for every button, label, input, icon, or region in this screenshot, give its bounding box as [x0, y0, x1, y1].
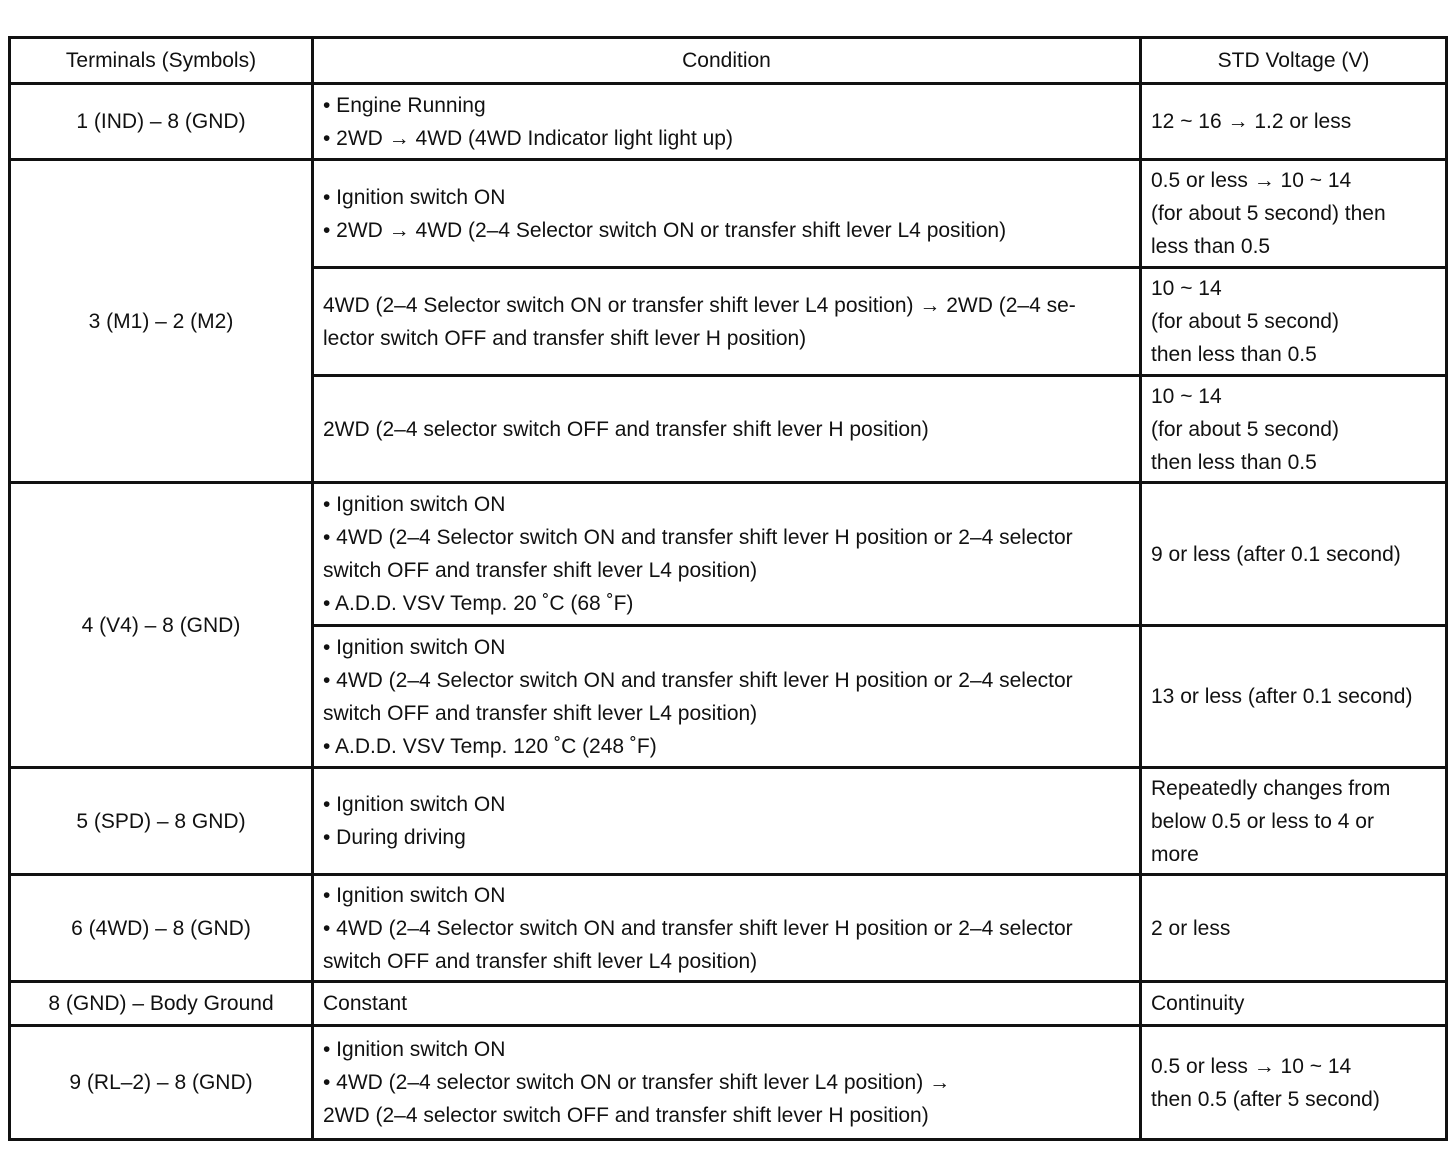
voltage-line: then less than 0.5 [1151, 450, 1317, 474]
header-std-voltage: STD Voltage (V) [1141, 38, 1447, 84]
voltage-line: (for about 5 second) then [1151, 202, 1386, 225]
voltage-line: (for about 5 second) [1151, 417, 1339, 441]
header-terminals: Terminals (Symbols) [10, 38, 313, 84]
terminal-cell: 9 (RL–2) – 8 (GND) [10, 1026, 313, 1140]
condition-line: switch OFF and transfer shift lever L4 position) [323, 559, 758, 582]
condition-cell [313, 875, 1141, 982]
voltage-cell [1141, 483, 1447, 626]
condition-line: • 2WD → 4WD (2–4 Selector switch ON or transfer shift lever L4 position) [323, 218, 1007, 242]
condition-line: lector switch OFF and transfer shift lever H position) [323, 326, 807, 350]
voltage-cell [1141, 1026, 1447, 1140]
condition-cell [313, 376, 1141, 483]
condition-cell [313, 483, 1141, 626]
voltage-cell [1141, 160, 1447, 268]
condition-cell [313, 626, 1141, 768]
voltage-cell [1141, 875, 1447, 982]
terminal-cell: 8 (GND) – Body Ground [10, 982, 313, 1026]
table-row [10, 1026, 1447, 1140]
condition-cell [313, 84, 1141, 160]
voltage-line: more [1151, 842, 1199, 866]
header-row [10, 38, 1447, 84]
voltage-cell [1141, 768, 1447, 875]
condition-line: • Ignition switch ON [323, 1038, 506, 1061]
terminal-cell: 1 (IND) – 8 (GND) [10, 84, 313, 160]
condition-line: • Ignition switch ON [323, 185, 506, 209]
voltage-line: below 0.5 or less to 4 or [1151, 809, 1374, 833]
table-row [10, 768, 1447, 875]
voltage-line: Continuity [1151, 992, 1245, 1015]
condition-cell [313, 268, 1141, 376]
condition-line: 2WD (2–4 selector switch OFF and transfer shift lever H position) [323, 417, 929, 441]
condition-line: • Engine Running [323, 93, 486, 117]
header-condition: Condition [313, 38, 1141, 84]
voltage-line: 12 ~ 16 → 1.2 or less [1151, 110, 1352, 133]
condition-line: • 4WD (2–4 selector switch ON or transfer shift lever L4 position) → [323, 1071, 951, 1094]
condition-line: • Ignition switch ON [323, 635, 506, 659]
condition-line: • Ignition switch ON [323, 793, 506, 816]
terminal-cell: 3 (M1) – 2 (M2) [10, 160, 313, 483]
terminal-voltage-table [8, 36, 1448, 1141]
condition-line: • 4WD (2–4 Selector switch ON and transfer shift lever H position or 2–4 selector [323, 916, 1073, 940]
table-row [10, 875, 1447, 982]
condition-line: • 2WD → 4WD (4WD Indicator light light up) [323, 126, 733, 150]
condition-line: switch OFF and transfer shift lever L4 position) [323, 949, 758, 973]
table-row [10, 160, 1447, 268]
voltage-line: (for about 5 second) [1151, 310, 1339, 333]
condition-line: switch OFF and transfer shift lever L4 position) [323, 701, 758, 725]
condition-cell [313, 982, 1141, 1026]
table-row [10, 84, 1447, 160]
condition-line: • A.D.D. VSV Temp. 20 ˚C (68 ˚F) [323, 592, 634, 615]
voltage-line: then 0.5 (after 5 second) [1151, 1087, 1380, 1111]
voltage-line: Repeatedly changes from [1151, 776, 1391, 800]
voltage-line: 0.5 or less → 10 ~ 14 [1151, 169, 1352, 192]
voltage-line: 2 or less [1151, 916, 1231, 940]
voltage-line: 10 ~ 14 [1151, 277, 1222, 300]
condition-line: 2WD (2–4 selector switch OFF and transfer shift lever H position) [323, 1104, 929, 1127]
condition-line: • 4WD (2–4 Selector switch ON and transfer shift lever H position or 2–4 selector [323, 526, 1073, 549]
condition-line: • Ignition switch ON [323, 883, 506, 907]
voltage-line: less than 0.5 [1151, 235, 1271, 258]
condition-line: • During driving [323, 826, 466, 849]
voltage-cell [1141, 84, 1447, 160]
voltage-cell [1141, 982, 1447, 1026]
voltage-line: 0.5 or less → 10 ~ 14 [1151, 1054, 1352, 1078]
table-row [10, 982, 1447, 1026]
terminal-cell: 5 (SPD) – 8 GND) [10, 768, 313, 875]
condition-line: Constant [323, 992, 408, 1015]
voltage-line: 10 ~ 14 [1151, 384, 1222, 408]
condition-line: 4WD (2–4 Selector switch ON or transfer shift lever L4 position) → 2WD (2–4 se- [323, 293, 1076, 317]
condition-line: • 4WD (2–4 Selector switch ON and transfer shift lever H position or 2–4 selector [323, 668, 1073, 692]
condition-cell [313, 768, 1141, 875]
condition-line: • Ignition switch ON [323, 493, 506, 516]
terminal-cell: 6 (4WD) – 8 (GND) [10, 875, 313, 982]
voltage-line: then less than 0.5 [1151, 343, 1317, 366]
condition-line: • A.D.D. VSV Temp. 120 ˚C (248 ˚F) [323, 734, 657, 758]
voltage-line: 9 or less (after 0.1 second) [1151, 542, 1401, 566]
terminal-cell: 4 (V4) – 8 (GND) [10, 483, 313, 768]
table-row [10, 483, 1447, 626]
voltage-line: 13 or less (after 0.1 second) [1151, 685, 1413, 708]
condition-cell [313, 1026, 1141, 1140]
condition-cell [313, 160, 1141, 268]
voltage-cell [1141, 268, 1447, 376]
voltage-cell [1141, 626, 1447, 768]
voltage-cell [1141, 376, 1447, 483]
